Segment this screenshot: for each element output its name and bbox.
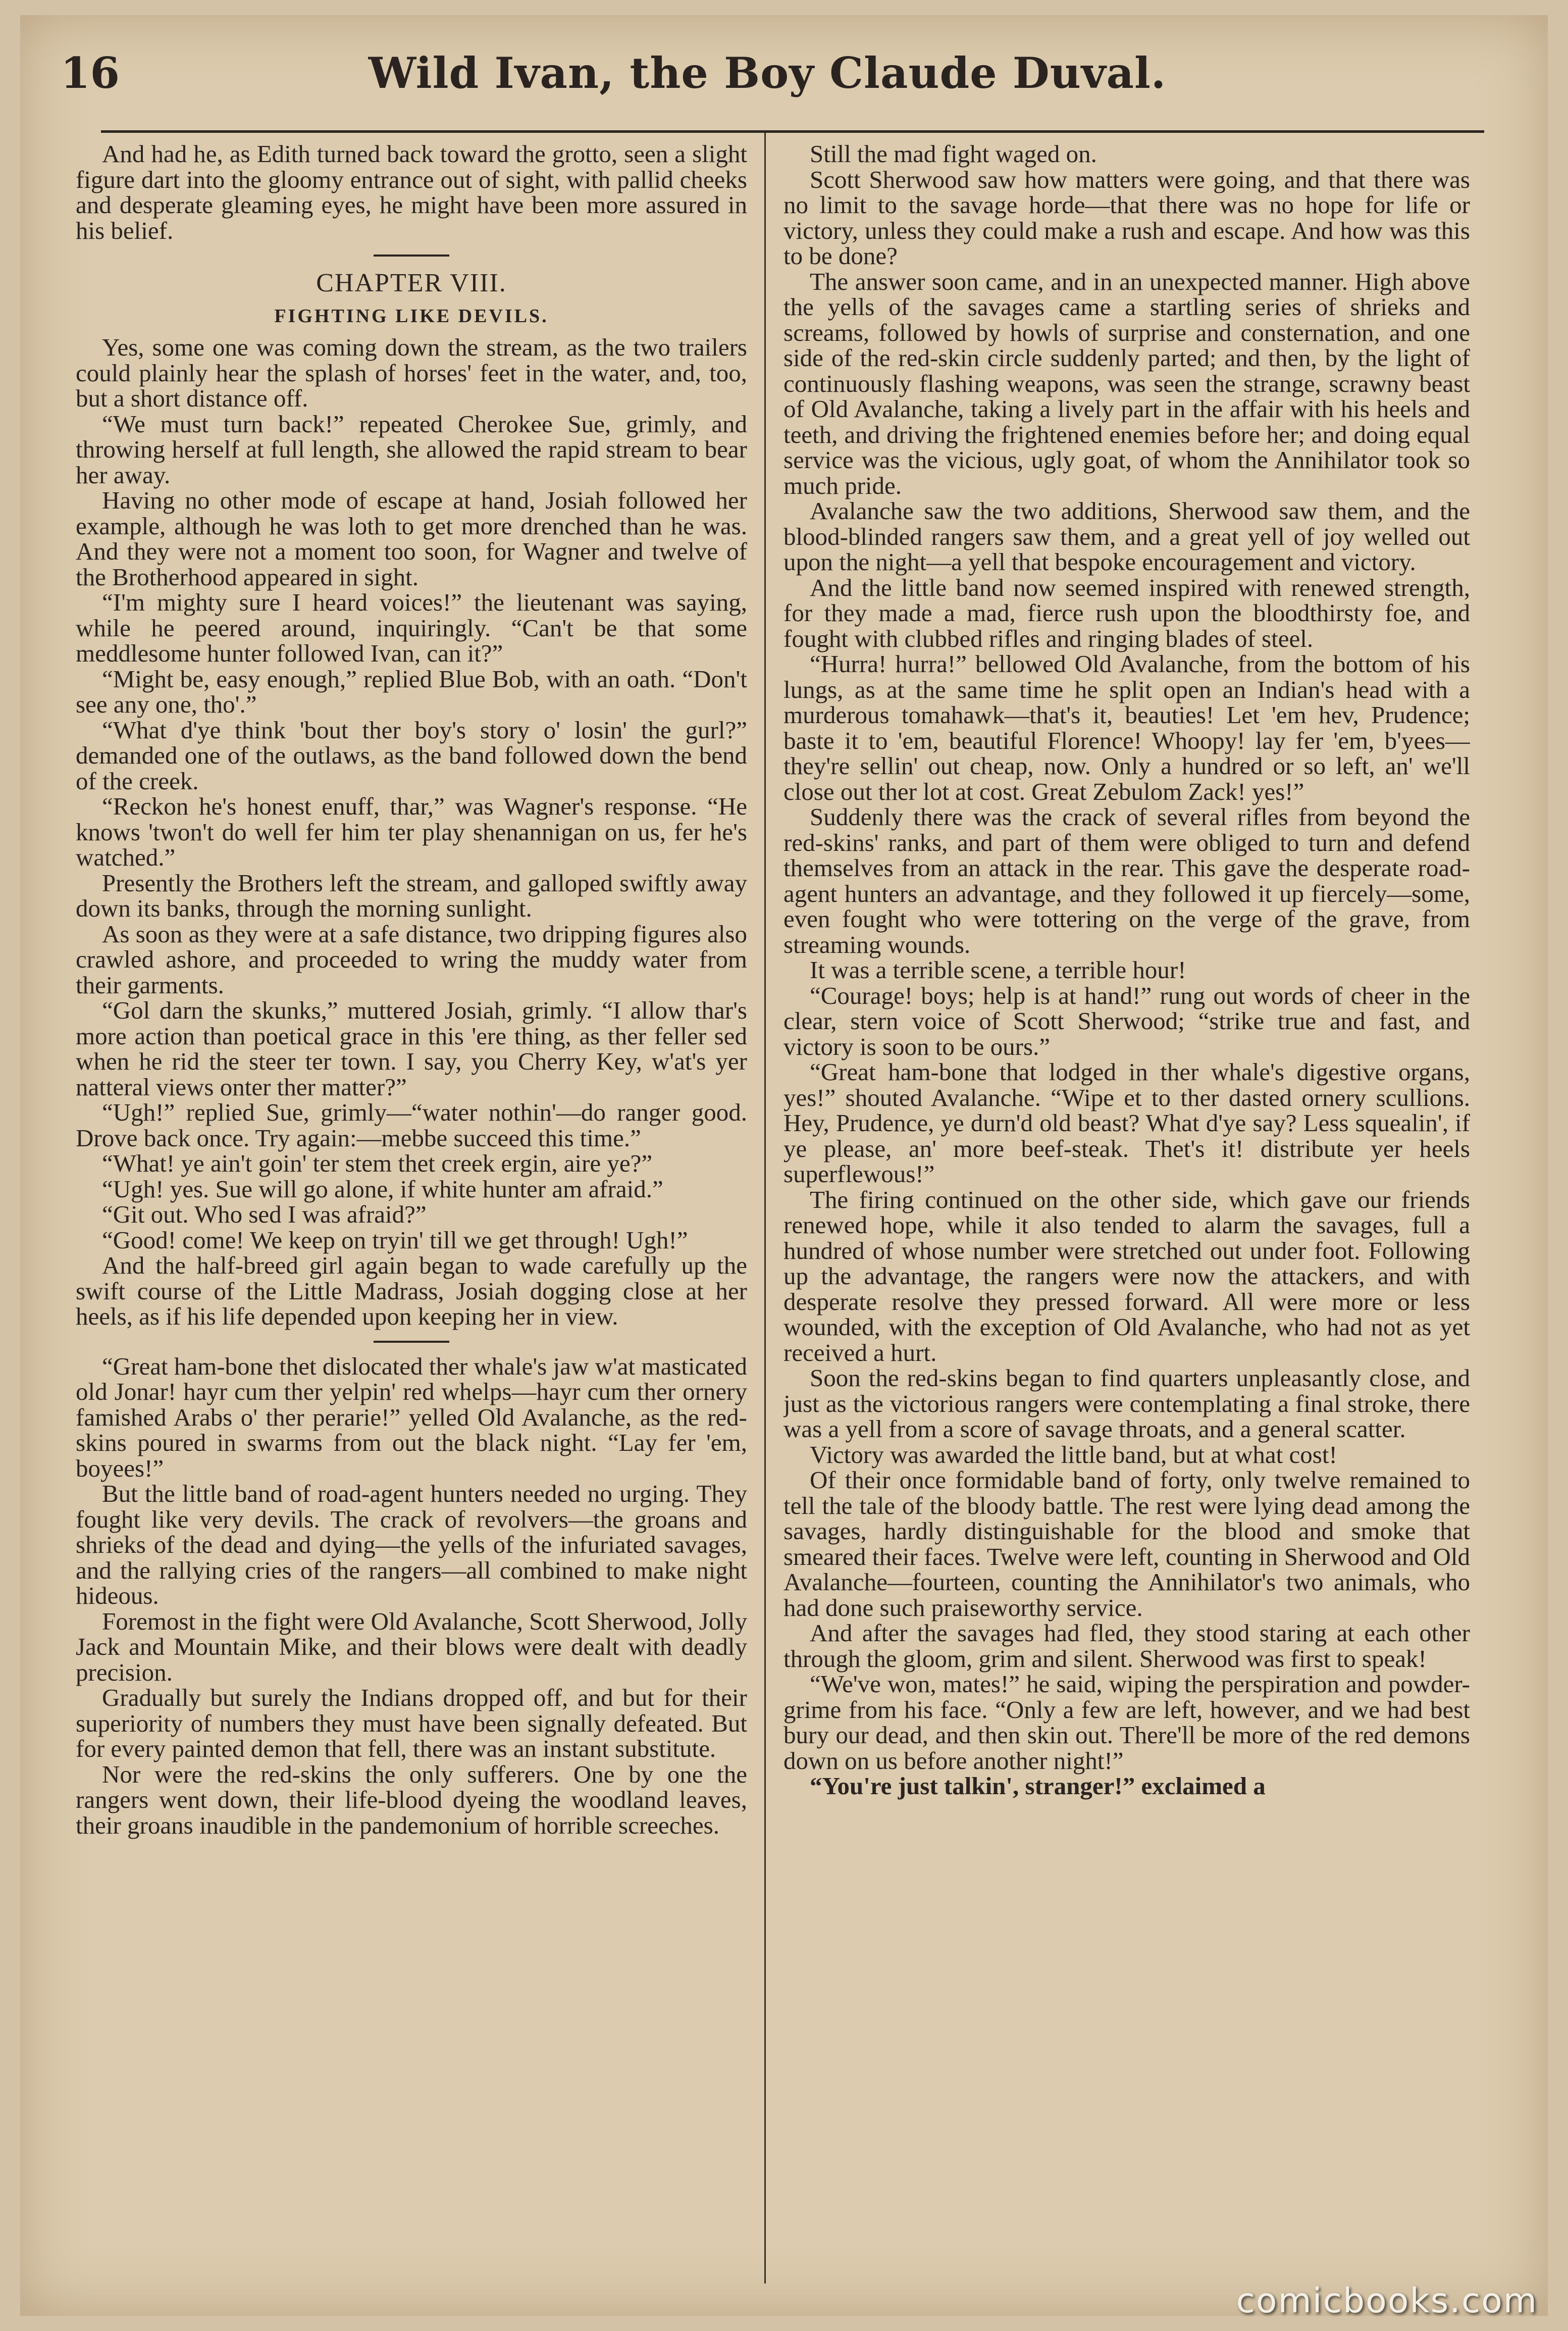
paragraph: “We must turn back!” repeated Cherokee Sue, grimly, and throwing herself at full length, she allowed the rapid stream to bear her away.	[76, 410, 747, 489]
chapter-title: CHAPTER VIII.	[316, 269, 507, 297]
paragraph: It was a terrible scene, a terrible hour!	[810, 956, 1186, 984]
paragraph: “Courage! boys; help is at hand!” rung out words of cheer in the clear, stern voice of Scott Sherwood; “strike true and fast, and victory is soon to be ours.”	[783, 981, 1470, 1060]
paragraph: “Great ham-bone thet dislocated ther whale's jaw w'at masticated old Jonar! hayr cum ther yelpin' red whelps—hayr cum ther ornery famished Arabs o' ther perarie!” yelled Old Avalanche, as the red-skins poured in swarms from out the black night. “Lay fer 'em, boyees!”	[76, 1352, 747, 1482]
paragraph: “You're just talkin', stranger!” exclaimed a	[810, 1772, 1266, 1800]
paragraph: “What d'ye think 'bout ther boy's story o' losin' the gurl?” demanded one of the outlaws, as the band followed down the bend of the creek.	[76, 716, 747, 795]
paragraph: The answer soon came, and in an unexpected manner. High above the yells of the savages came a startling series of shrieks and screams, followed by howls of surprise and consternation, and one side of the red-skin circle suddenly parted; and then, by the light of continuously flashing weapons, was seen the strange, scrawny beast of Old Avalanche, taking a lively part in the affair with his heels and teeth, and driving the frightened enemies before her; and doing equal service was the vicious, ugly goat, of whom the Annihilator took so much pride.	[783, 267, 1470, 499]
paragraph: “Ugh!” replied Sue, grimly—“water nothin'—do ranger good. Drove back once. Try again:—mebbe succeed this time.”	[76, 1098, 747, 1152]
paragraph: And after the savages had fled, they stood staring at each other through the gloom, grim and silent. Sherwood was first to speak!	[783, 1619, 1470, 1673]
paragraph: And the little band now seemed inspired with renewed strength, for they made a mad, fierce rush upon the bloodthirsty foe, and fought with clubbed rifles and ringing blades of steel.	[783, 573, 1470, 652]
paragraph: Scott Sherwood saw how matters were going, and that there was no limit to the savage horde—that there was no hope for life or victory, unless they could make a rush and escape. And how was this to be done?	[783, 165, 1470, 270]
right-column	[783, 141, 1470, 2283]
paragraph: “I'm mighty sure I heard voices!” the lieutenant was saying, while he peered around, inquiringly. “Can't be that some meddlesome hunter followed Ivan, can it?”	[76, 588, 747, 667]
paragraph: Yes, some one was coming down the stream, as the two trailers could plainly hear the splash of horses' feet in the water, and, too, but a short distance off.	[76, 333, 747, 412]
paragraph: Having no other mode of escape at hand, Josiah followed her example, although he was loth to get more drenched than he was. And they were not a moment too soon, for Wagner and twelve of the Brotherhood appeared in sight.	[76, 486, 747, 591]
paragraph: Of their once formidable band of forty, only twelve remained to tell the tale of the bloody battle. The rest were lying dead among the savages, hardly distinguishable for the blood and smoke that smeared their faces. Twelve were left, counting in Sherwood and Old Avalanche—fourteen, counting the Annihilator's two animals, who had done such praiseworthy service.	[783, 1466, 1470, 1621]
paragraph: As soon as they were at a safe distance, two dripping figures also crawled ashore, and proceeded to wring the muddy water from their garments.	[76, 920, 747, 999]
left-column	[76, 141, 747, 2283]
paragraph: Gradually but surely the Indians dropped off, and but for their superiority of numbers they must have been signally defeated. But for every painted demon that fell, there was an instant substitute.	[76, 1684, 747, 1762]
paragraph: Victory was awarded the little band, but at what cost!	[810, 1440, 1337, 1468]
section-rule	[374, 1341, 449, 1343]
running-title: Wild Ivan, the Boy Claude Duval.	[368, 48, 1167, 98]
paragraph: Soon the red-skins began to find quarters unpleasantly close, and just as the victorious rangers were contemplating a final stroke, there was a yell from a score of savage throats, and a general scatter.	[783, 1364, 1470, 1443]
paragraph: “Reckon he's honest enuff, thar,” was Wagner's response. “He knows 'twon't do well fer him ter play shenannigan on us, fer he's watched.”	[76, 792, 747, 871]
paragraph: The firing continued on the other side, which gave our friends renewed hope, while it also tended to alarm the savages, full a hundred of whose number were stretched out under foot. Following up the advantage, the rangers were now the attackers, and with desperate resolve they pressed forward. All were more or less wounded, with the exception of Old Avalanche, who had not as yet received a hurt.	[783, 1185, 1470, 1366]
header-rule	[101, 130, 1484, 133]
paragraph: “We've won, mates!” he said, wiping the perspiration and powder-grime from his face. “Only a few are left, however, and we had best bury our dead, and then skin out. There'll be more of the red demons down on us before another night!”	[783, 1670, 1470, 1775]
paragraph: Avalanche saw the two additions, Sherwood saw them, and the blood-blinded rangers saw them, and a great yell of joy welled out upon the night—a yell that bespoke encouragement and victory.	[783, 497, 1470, 576]
paragraph: “Might be, easy enough,” replied Blue Bob, with an oath. “Don't see any one, tho'.”	[76, 665, 747, 718]
column-divider	[764, 132, 766, 2284]
paragraph: Foremost in the fight were Old Avalanche, Scott Sherwood, Jolly Jack and Mountain Mike, and their blows were dealt with deadly precision.	[76, 1607, 747, 1686]
paragraph: “Git out. Who sed I was afraid?”	[102, 1200, 427, 1228]
paragraph: “Gol darn the skunks,” muttered Josiah, grimly. “I allow thar's more action than poetical grace in this 'ere thing, as ther feller sed when he rid the steer ter town. I say, you Cherry Key, w'at's yer natteral views onter ther matter?”	[76, 996, 747, 1101]
paragraph: And the half-breed girl again began to wade carefully up the swift course of the Little Madrass, Josiah dogging close at her heels, as if his life depended upon keeping her in view.	[76, 1251, 747, 1330]
paragraph: “Good! come! We keep on tryin' till we get through! Ugh!”	[102, 1226, 688, 1254]
paragraph: “Hurra! hurra!” bellowed Old Avalanche, from the bottom of his lungs, as at the same time he split open an Indian's head with a murderous tomahawk—that's it, beauties! Let 'em hev, Prudence; baste it to 'em, beautiful Florence! Whoopy! lay fer 'em, b'yees—they're sellin' out cheap, now. Only a hundred or so left, an' we'll close out ther lot at cost. Great Zebulom Zack! yes!”	[783, 650, 1470, 805]
paragraph: Nor were the red-skins the only sufferers. One by one the rangers went down, their life-blood dyeing the woodland leaves, their groans inaudible in the pandemonium of horrible screeches.	[76, 1760, 747, 1839]
chapter-subtitle: FIGHTING LIKE DEVILS.	[274, 305, 549, 327]
paragraph: “Great ham-bone that lodged in ther whale's digestive organs, yes!” shouted Avalanche. “Wipe et to ther dasted ornery scullions. Hey, Prudence, ye durn'd old beast? What d'ye say? Less squealin', if ye please, an' more beef-steak. Thet's it! distribute yer heels superflewous!”	[783, 1058, 1470, 1188]
section-rule	[374, 255, 449, 257]
page-header	[40, 43, 1494, 119]
paragraph: Presently the Brothers left the stream, and galloped swiftly away down its banks, through the morning sunlight.	[76, 869, 747, 922]
paragraph: And had he, as Edith turned back toward the grotto, seen a slight figure dart into the gloomy entrance out of sight, with pallid cheeks and desperate gleaming eyes, he might have been more assured in his belief.	[76, 141, 747, 244]
page-number: 16	[61, 48, 120, 98]
paragraph: Still the mad fight waged on.	[810, 141, 1097, 168]
paragraph: But the little band of road-agent hunters needed no urging. They fought like very devils. The crack of revolvers—the groans and shrieks of the dead and dying—the yells of the infuriated savages, and the rallying cries of the rangers—all combined to make night hideous.	[76, 1480, 747, 1609]
paragraph: “Ugh! yes. Sue will go alone, if white hunter am afraid.”	[102, 1175, 663, 1203]
paragraph: Suddenly there was the crack of several rifles from beyond the red-skins' ranks, and part of them were obliged to turn and defend themselves from an attack in the rear. This gave the desperate road-agent hunters an advantage, and they followed it up fiercely—some, even fought who were tottering on the verge of the grave, from streaming wounds.	[783, 803, 1470, 958]
watermark: comicbooks.com	[1236, 2281, 1538, 2321]
paragraph: “What! ye ain't goin' ter stem thet creek ergin, aire ye?”	[102, 1149, 653, 1177]
